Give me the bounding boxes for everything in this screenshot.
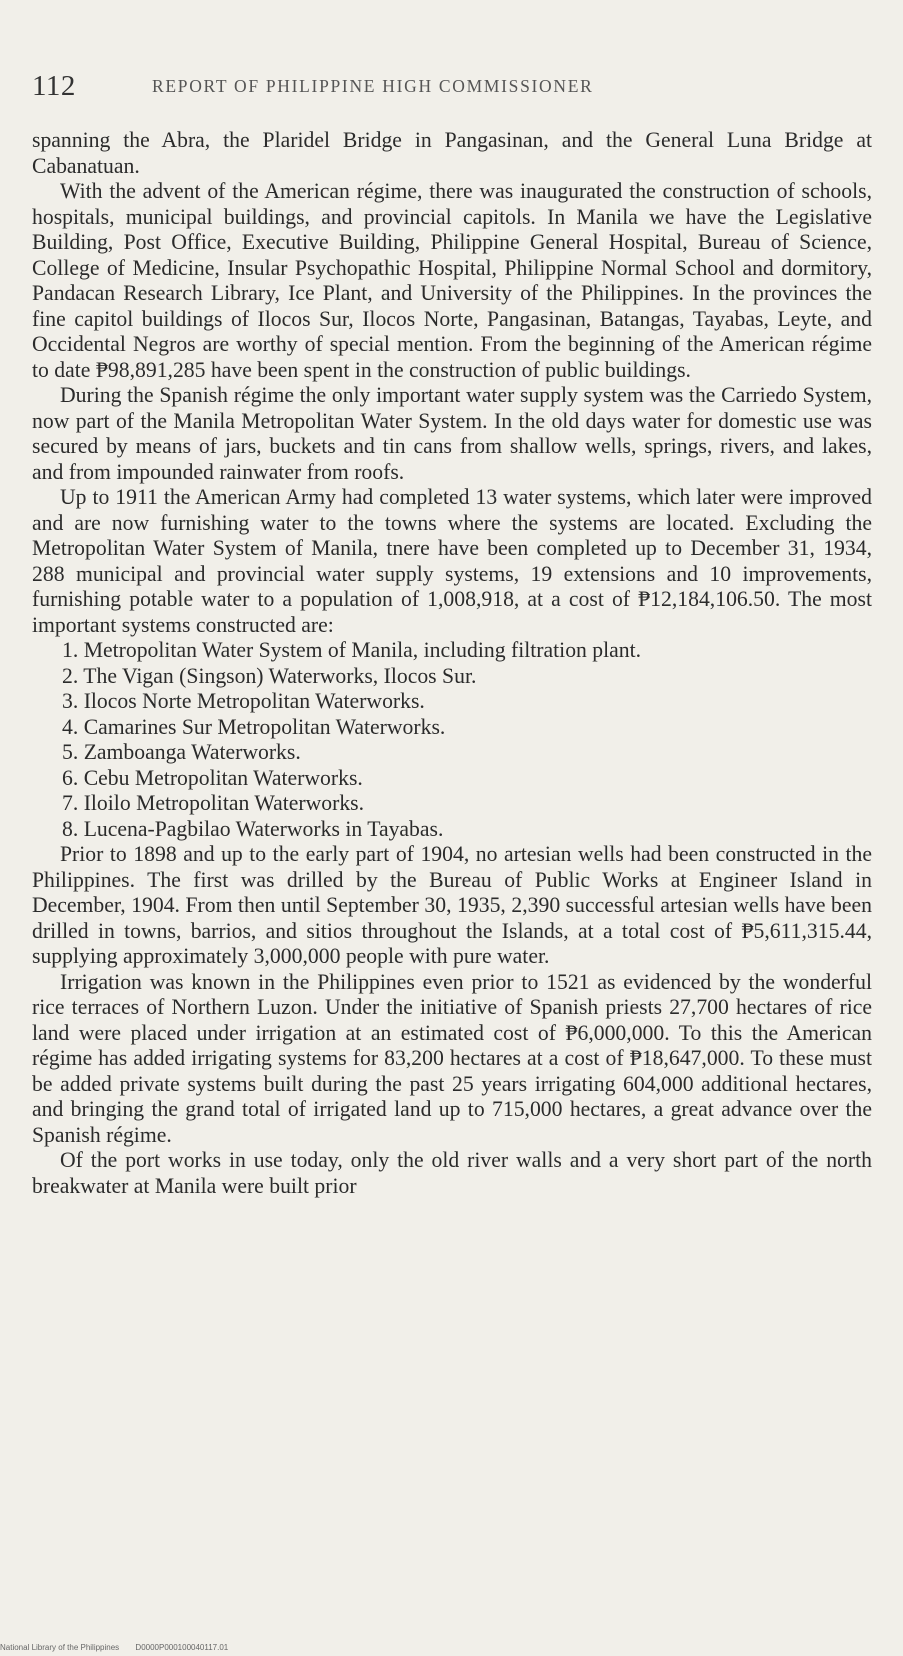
paragraph-water-systems: Up to 1911 the American Army had completed 13 water systems, which later were improved and are now furnishing water to the towns where the systems are located. Excluding the Metropolitan Water System of Manila, tnere have been completed up to December 31, 1934, 288 municipal and provincial water supply systems, 19 extensions and 10 improvements, furnishing potable water to a population of 1,008,918, at a cost of ₱12,184,106.50. The most important systems constructed are: bbox=[32, 485, 872, 637]
page-body bbox=[32, 128, 872, 1199]
page-header bbox=[32, 70, 872, 106]
paragraph-continuation: spanning the Abra, the Plaridel Bridge in Pangasinan, and the General Luna Bridge at Cabanatuan. bbox=[32, 128, 872, 178]
scan-footer bbox=[0, 1643, 242, 1652]
list-item: 3. Ilocos Norte Metropolitan Waterworks. bbox=[62, 689, 425, 713]
list-item: 2. The Vigan (Singson) Waterworks, Ilocos Sur. bbox=[62, 663, 477, 688]
paragraph-irrigation: Irrigation was known in the Philippines even prior to 1521 as evidenced by the wonderful rice terraces of Northern Luzon. Under the initiative of Spanish priests 27,700 hectares of rice land were placed under irrigation at an estimated cost of ₱6,000,000. To this the American régime has added irrigating systems for 83,200 hectares at a cost of ₱18,647,000. To these must be added private systems built during the past 25 years irrigating 604,000 additional hectares, and bringing the grand total of irrigated land up to 715,000 hectares, a great advance over the Spanish régime. bbox=[32, 969, 872, 1147]
page-number: 112 bbox=[32, 70, 76, 102]
list-item: 8. Lucena-Pagbilao Waterworks in Tayabas. bbox=[62, 816, 444, 841]
list-item: 4. Camarines Sur Metropolitan Waterworks. bbox=[62, 714, 446, 739]
footer-source: National Library of the Philippines bbox=[0, 1643, 120, 1652]
list-item: 1. Metropolitan Water System of Manila, including filtration plant. bbox=[62, 638, 642, 662]
paragraph-public-buildings: With the advent of the American régime, there was inaugurated the construction of schools, hospitals, municipal buildings, and provincial capitols. In Manila we have the Legislative Building, Post Office, Executive Building, Philippine General Hospital, Bureau of Science, College of Medicine, Insular Psychopathic Hospital, Philippine Normal School and dormitory, Pandacan Research Library, Ice Plant, and University of the Philippines. In the provinces the fine capitol buildings of Ilocos Sur, Ilocos Norte, Pangasinan, Batangas, Tayabas, Leyte, and Occidental Negros are worthy of special mention. From the beginning of the American régime to date ₱98,891,285 have been spent in the construction of public buildings. bbox=[32, 179, 872, 382]
list-item: 7. Iloilo Metropolitan Waterworks. bbox=[62, 791, 365, 815]
list-item: 6. Cebu Metropolitan Waterworks. bbox=[62, 765, 363, 790]
paragraph-artesian-wells: Prior to 1898 and up to the early part of 1904, no artesian wells had been constructed in the Philippines. The first was drilled by the Bureau of Public Works at Engineer Island in December, 1904. From then until September 30, 1935, 2,390 successful artesian wells have been drilled in towns, barrios, and sitios throughout the Islands, at a total cost of ₱5,611,315.44, supplying approximately 3,000,000 people with pure water. bbox=[32, 842, 872, 968]
footer-identifier: D0000P000100040117.01 bbox=[135, 1643, 229, 1652]
running-head: REPORT OF PHILIPPINE HIGH COMMISSIONER bbox=[152, 76, 594, 96]
systems-list bbox=[32, 638, 872, 842]
paragraph-port-works: Of the port works in use today, only the old river walls and a very short part of the north breakwater at Manila were built prior bbox=[32, 1148, 872, 1198]
paragraph-spanish-water: During the Spanish régime the only important water supply system was the Carriedo System, now part of the Manila Metropolitan Water System. In the old days water for domestic use was secured by means of jars, buckets and tin cans from shallow wells, springs, rivers, and lakes, and from impounded rainwater from roofs. bbox=[32, 383, 872, 484]
list-item: 5. Zamboanga Waterworks. bbox=[62, 740, 301, 764]
